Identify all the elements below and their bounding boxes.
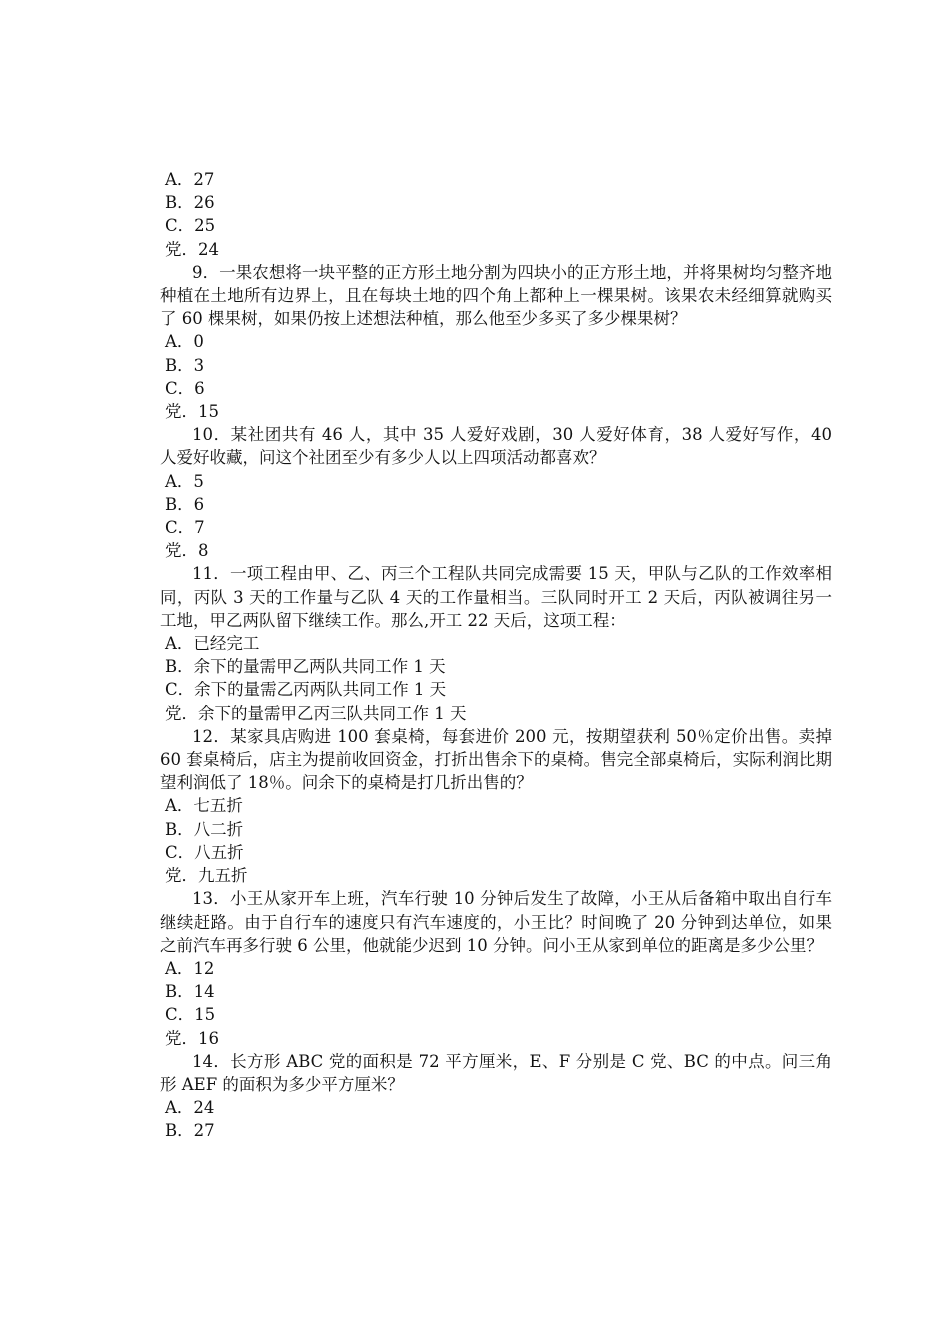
question-stem: 10．某社团共有 46 人，其中 35 人爱好戏剧，30 人爱好体育，38 人爱好写作，40 人爱好收藏，问这个社团至少有多少人以上四项活动都喜欢？ <box>160 425 832 468</box>
option-b: B．27 <box>165 1121 215 1141</box>
option-c: C．15 <box>165 1005 216 1025</box>
option-a: A．0 <box>165 332 204 352</box>
option-a: A．已经完工 <box>165 634 260 654</box>
option-c: C．25 <box>165 216 216 236</box>
option-b: B．26 <box>165 193 215 213</box>
question-12 <box>160 725 832 887</box>
option-c: C．7 <box>165 518 205 538</box>
option-d: 党．24 <box>165 239 219 259</box>
option-c: C．八五折 <box>165 842 244 862</box>
option-c: C．6 <box>165 378 205 398</box>
option-c: C．余下的量需乙丙两队共同工作 1 天 <box>165 680 447 700</box>
option-b: B．八二折 <box>165 819 244 839</box>
option-d: 党．九五折 <box>165 866 248 886</box>
question-14 <box>160 1050 832 1143</box>
question-13 <box>160 887 832 1049</box>
option-d: 党．余下的量需甲乙丙三队共同工作 1 天 <box>165 703 467 723</box>
question-stem: 11．一项工程由甲、乙、丙三个工程队共同完成需要 15 天，甲队与乙队的工作效率相同，丙队 3 天的工作量与乙队 4 天的工作量相当。三队同时开工 2 天后，丙队被调往另一工地，甲乙两队留下继续工作。那么,开工 22 天后，这项工程： <box>160 564 832 630</box>
option-d: 党．8 <box>165 541 209 561</box>
option-b: B．余下的量需甲乙两队共同工作 1 天 <box>165 657 446 677</box>
option-a: A．七五折 <box>165 796 243 816</box>
question-stem: 13．小王从家开车上班，汽车行驶 10 分钟后发生了故障，小王从后备箱中取出自行车继续赶路。由于自行车的速度只有汽车速度的，小王比？时间晚了 20 分钟到达单位，如果之前汽车再多行驶 6 公里，他就能少迟到 10 分钟。问小王从家到单位的距离是多少公里？ <box>160 889 832 955</box>
option-b: B．6 <box>165 494 205 514</box>
option-a: A．12 <box>165 958 215 978</box>
question-stem: 14．长方形 ABC 党的面积是 72 平方厘米，E、F 分别是 C 党、BC 的中点。问三角形 AEF 的面积为多少平方厘米？ <box>160 1051 832 1094</box>
option-a: A．27 <box>165 170 215 189</box>
question-list <box>160 168 832 1143</box>
option-b: B．14 <box>165 982 215 1002</box>
question-9 <box>160 261 832 423</box>
option-b: B．3 <box>165 355 205 375</box>
option-d: 党．16 <box>165 1028 219 1048</box>
question-8-continued <box>160 168 832 261</box>
option-a: A．24 <box>165 1098 215 1118</box>
option-d: 党．15 <box>165 402 219 422</box>
question-stem: 12．某家具店购进 100 套桌椅，每套进价 200 元，按期望获利 50％定价出售。卖掉 60 套桌椅后，店主为提前收回资金，打折出售余下的桌椅。售完全部桌椅后，实际利润比期望利润低了 18％。问余下的桌椅是打几折出售的？ <box>160 726 832 793</box>
option-a: A．5 <box>165 471 204 491</box>
question-11 <box>160 562 832 724</box>
question-stem: 9．一果农想将一块平整的正方形土地分割为四块小的正方形土地，并将果树均匀整齐地种植在土地所有边界上，且在每块土地的四个角上都种上一棵果树。该果农未经细算就购买了 60 棵果树，如果仍按上述想法种植，那么他至少多买了多少棵果树？ <box>160 262 832 329</box>
question-10 <box>160 423 832 562</box>
